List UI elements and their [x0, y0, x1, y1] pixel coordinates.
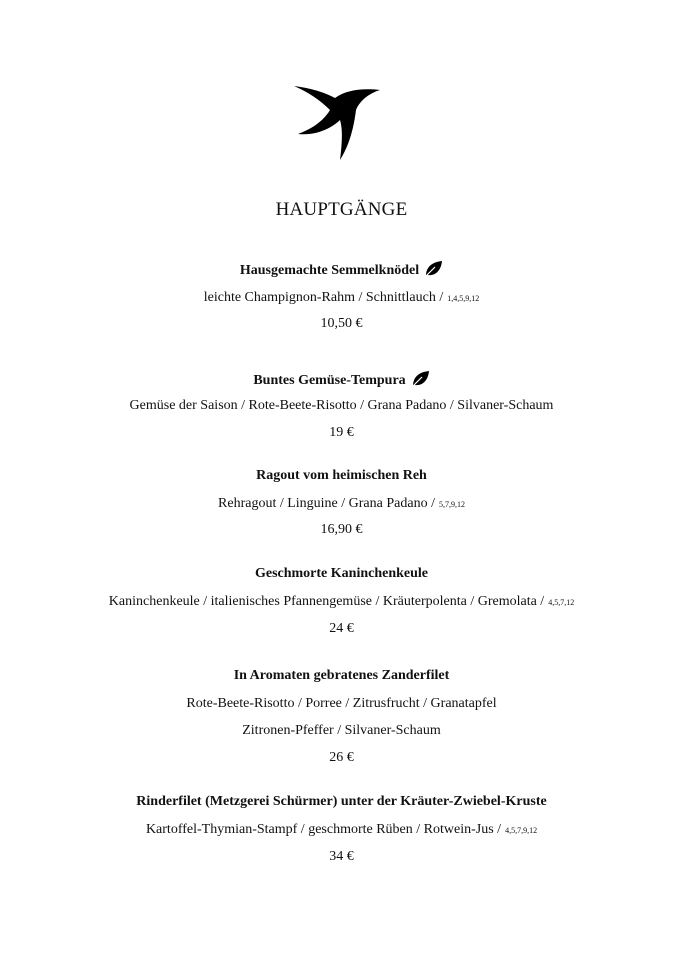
dish-price: 26 €: [329, 750, 354, 765]
dish-description: [0, 594, 683, 610]
dish-price: 34 €: [329, 849, 354, 864]
dish-title: [0, 794, 683, 810]
swallow-logo: [290, 80, 382, 162]
dish-title: [0, 468, 683, 484]
allergen-codes: 1,4,5,9,12: [447, 294, 480, 303]
description-text: Kaninchenkeule / italienisches Pfannengemüse / Kräuterpolenta / Gremolata /: [108, 594, 545, 609]
dish-price: 16,90 €: [320, 522, 363, 537]
dish-description: [0, 696, 683, 712]
dish-title-text: Buntes Gemüse-Tempura: [253, 373, 406, 388]
description-text: leichte Champignon-Rahm / Schnittlauch /: [203, 290, 444, 305]
dish-title-text: Geschmorte Kaninchenkeule: [254, 566, 429, 581]
dish-description: [0, 290, 683, 306]
description-text: Kartoffel-Thymian-Stampf / geschmorte Rüben / Rotwein-Jus /: [145, 822, 502, 837]
dish-title-text: Ragout vom heimischen Reh: [256, 468, 427, 483]
description-text: Rehragout / Linguine / Grana Padano /: [218, 496, 435, 511]
dish-title-text: Hausgemachte Semmelknödel: [239, 263, 420, 278]
dish-description: [0, 398, 683, 414]
dish-title: [0, 259, 683, 279]
allergen-codes: 5,7,9,12: [438, 500, 465, 509]
dish-description: [0, 723, 683, 739]
dish-description: [0, 822, 683, 838]
dish-description: [0, 496, 683, 512]
dish-price: 10,50 €: [320, 316, 363, 331]
section-title: HAUPTGÄNGE: [275, 199, 408, 220]
leaf-icon: [410, 369, 430, 389]
description-text: Rote-Beete-Risotto / Porree / Zitrusfrucht / Granatapfel: [186, 696, 497, 711]
description-text: Zitronen-Pfeffer / Silvaner-Schaum: [242, 723, 441, 738]
description-text: Gemüse der Saison / Rote-Beete-Risotto / Grana Padano / Silvaner-Schaum: [129, 398, 554, 413]
dish-title-text: Rinderfilet (Metzgerei Schürmer) unter der Kräuter-Zwiebel-Kruste: [136, 794, 547, 809]
leaf-icon: [423, 259, 443, 279]
dish-title: [0, 369, 683, 389]
allergen-codes: 4,5,7,12: [548, 598, 575, 607]
dish-title: [0, 668, 683, 684]
dish-title-text: In Aromaten gebratenes Zanderfilet: [233, 668, 450, 683]
dish-price: 19 €: [329, 425, 354, 440]
dish-title: [0, 566, 683, 582]
dish-price: 24 €: [329, 621, 354, 636]
allergen-codes: 4,5,7,9,12: [505, 826, 538, 835]
